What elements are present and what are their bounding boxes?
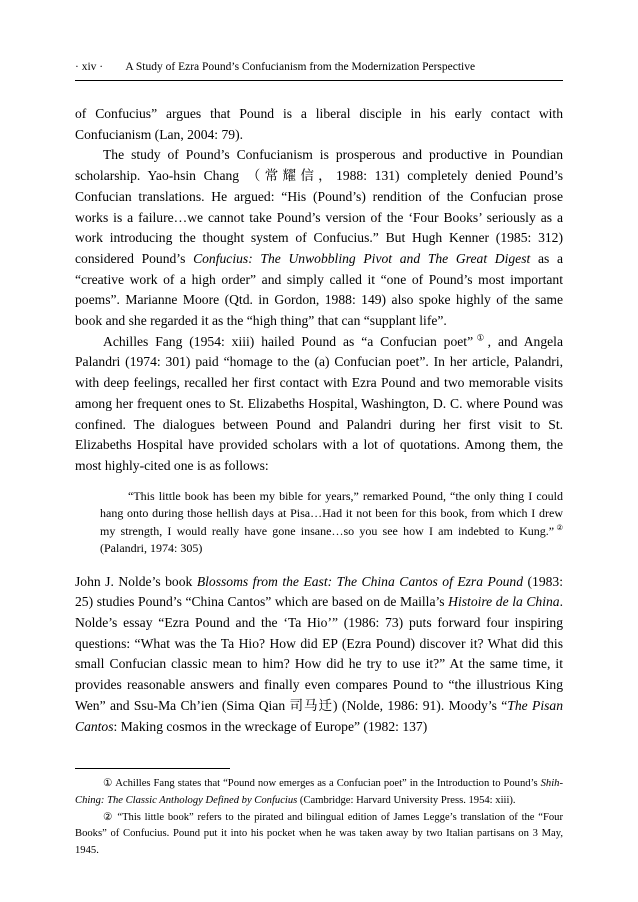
paragraph: John J. Nolde’s book Blossoms from the East: The China Cantos of Ezra Pound (1983: 25) studies Pound’s “China Cantos” which are based on de Mailla’s Histoire de la China. Nolde’s essay “Ezra Pound and the ‘Ta Hio’” (1986: 73) puts forward four inspiring questions: “What was the Ta Hio? How did EP (Ezra Pound) discover it? What did this small Confucian classic mean to him? How did he try to use it?” At the same time, it provides reasonable answers and finally even compares Pound to “the illustrious King Wen” and Ssu-Ma Ch’ien (Sima Qian 司马迁) (Nolde, 1986: 91). Moody’s “The Pisan Cantos: Making cosmos in the wreckage of Europe” (1982: 137)	[75, 573, 564, 734]
footnote: ① Achilles Fang states that “Pound now emerges as a Confucian poet” in the Introduction to Pound’s Shih-Ching: The Classic Anthology Defined by Confucius (Cambridge: Harvard University Press. 1954: xiii).	[75, 778, 563, 806]
page-body	[75, 104, 563, 737]
footnote-separator	[75, 768, 230, 769]
paragraph: The study of Pound’s Confucianism is prosperous and productive in Poundian scholarship. Yao-hsin Chang （常耀信，1988: 131) completely denied Pound’s Confucian translations. He argued: “His (Pound’s) rendition of the Confucian prose works is a failure…we cannot take Pound’s version of the ‘Four Books’ seriously as a work introducing the thought system of Confucius.” But Hugh Kenner (1985: 312) considered Pound’s Confucius: The Unwobbling Pivot and The Great Digest as a “creative work of a high order” and simply called it “one of Pound’s most important poems”. Marianne Moore (Qtd. in Gordon, 1988: 149) also spoke highly of the same book and she regarded it as the “high thing” that can “supplant life”.	[75, 147, 564, 329]
page-header	[75, 61, 563, 81]
block-quote: “This little book has been my bible for years,” remarked Pound, “the only thing I could hang onto during those hellish days at Pisa…Had it not been for this book, from which I drew my strength, I would really have gone insane…so you see how I am indebted to Kung.”② (Palandri, 1974: 305)	[100, 488, 564, 556]
running-title: A Study of Ezra Pound’s Confucianism from the Modernization Perspective	[125, 61, 476, 73]
page-number: · xiv ·	[75, 61, 104, 73]
footnote: ② “This little book” refers to the pirated and bilingual edition of James Legge’s translation of the “Four Books” of Confucius. Pound put it into his pocket when he was taken away by two Italian partisans on 3 May, 1945.	[75, 811, 563, 857]
footnotes-section	[75, 768, 563, 860]
paragraph: Achilles Fang (1954: xiii) hailed Pound as “a Confucian poet”①, and Angela Palandri (1974: 301) paid “homage to the (a) Confucian poet”. In her article, Palandri, with deep feelings, recalled her first contact with Ezra Pound and two memorable visits among her frequent ones to St. Elizabeths Hospital, Washington, D. C. where Pound was confined. The dialogues between Pound and Palandri during her first visit to St. Elizabeths Hospital have provided scholars with a lot of quotations. Among them, the most highly-cited one is as follows:	[75, 332, 563, 473]
paragraph: of Confucius” argues that Pound is a liberal disciple in his early contact with Confucianism (Lan, 2004: 79).	[75, 106, 563, 142]
